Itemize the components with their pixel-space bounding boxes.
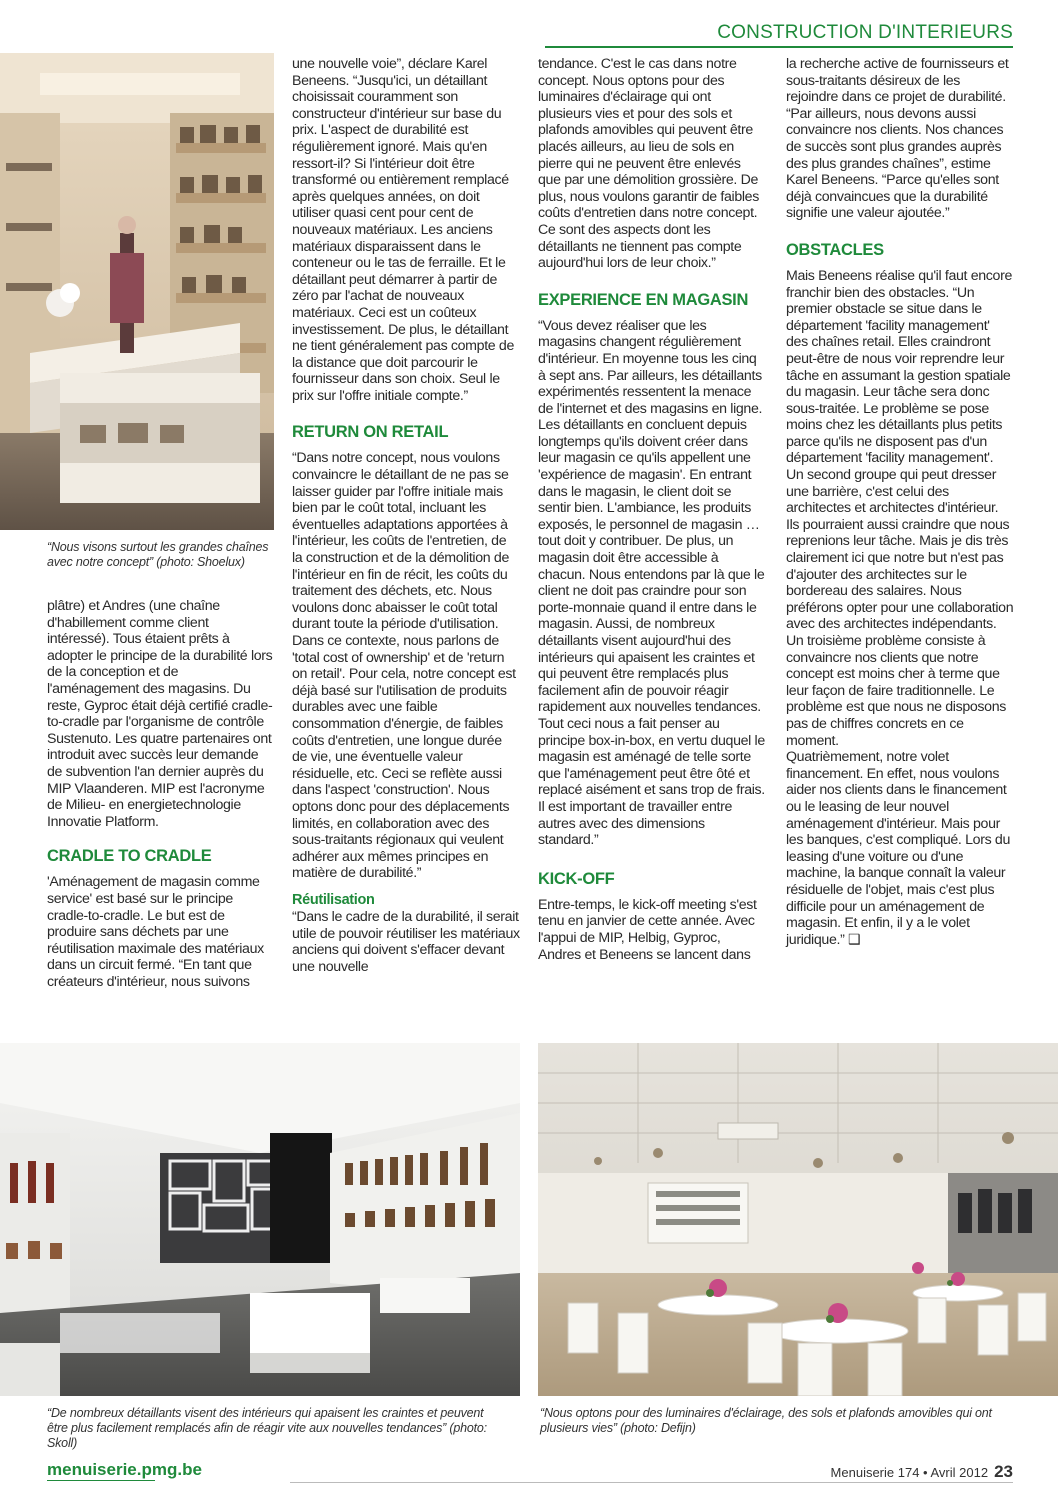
paragraph: Quatrièmement, notre volet financement. En effet, nous voulons aider nos clients dans le financement ou le leasing de leur nouvel aménagement d'intérieur. Mais pour les banques, c'est compliqué. Lors du leasing d'une voiture ou d'une machine, la banque connaît la valeur résiduelle de l'objet, mais c'est plus difficile pour un aménagement de magasin. Et enfin, il y a le volet juridique.” ❑ — [786, 749, 1010, 948]
paragraph: “Vous devez réaliser que les magasins changent régulièrement d'intérieur. En moyenne tous les cinq à sept ans. Par ailleurs, les détaillants expérimentés ressentent la menace de l'internet et des magasins en ligne. Les détaillants en concluent depuis longtemps qu'ils doivent créer dans leur magasin ce qu'ils appellent une 'expérience de magasin'. En entrant dans le magasin, le client doit se sentir bien. L'ambiance, les produits exposés, le personnel de magasin … tout doit y contribuer. De plus, un magasin doit être accessible à chacun. Nous entendons par là que le client ne doit pas craindre pour son porte-monnaie quand il entre dans le magasin. Aussi, de nombreux détaillants visent aujourd'hui des intérieurs qui apaisent les craintes et qui peuvent être remplacés plus facilement afin de pouvoir réagir rapidement aux nouvelles tendances. Tout ceci nous a fait penser au principe box-in-box, en vertu duquel le magasin est aménagé de telle sorte que l'aménagement peut être ôté et replacé aisément et sans trop de frais. Il est important de travailler entre autres avec des dimensions standard.” — [538, 317, 765, 849]
paragraph: “Dans le cadre de la durabilité, il serait utile de pouvoir réutiliser les matériaux anciens qui doivent s'effacer devant une nouvelle — [292, 908, 520, 975]
photo-shoelux — [0, 53, 274, 530]
column-2 — [292, 56, 520, 975]
heading-kick-off: KICK-OFF — [538, 869, 615, 888]
paragraph: Un troisième problème consiste à convaincre nos clients que notre concept est moins cher à terme que leur façon de faire traditionnelle. Le problème est que nous ne disposons pas de chiffres concrets en ce moment. — [786, 633, 1006, 749]
photo-skoll — [0, 1043, 520, 1396]
paragraph: une nouvelle voie”, déclare Karel Beneens. “Jusqu'ici, un détaillant choisissait couramment son constructeur d'intérieur sur base du prix. L'aspect de durabilité est régulièrement ignoré. Mais qu'en ressort-il? Si l'intérieur doit être transformé ou entièrement remplacé après quelques années, on doit utiliser quasi cent pour cent de nouveaux matériaux. Les anciens matériaux disparaissent dans le conteneur ou le tas de ferraille. Et le détaillant peut démarrer à partir de zéro par l'achat de nouveaux matériaux. Ceci est un coûteux investissement. De plus, le détaillant ne tient généralement pas compte de la distance que doit parcourir le fournisseur dans son choix. Seul le prix sur l'offre initiale compte.” — [292, 56, 514, 404]
section-label: CONSTRUCTION D'INTERIEURS — [717, 22, 1013, 43]
photo-caption-shoelux: “Nous visons surtout les grandes chaînes avec notre concept” (photo: Shoelux) — [47, 540, 269, 569]
heading-cradle-to-cradle: CRADLE TO CRADLE — [47, 847, 212, 866]
heading-obstacles: OBSTACLES — [786, 240, 884, 259]
paragraph: la recherche active de fournisseurs et sous-traitants désireux de les rejoindre dans ce projet de durabilité. “Par ailleurs, nous devons aussi convaincre nos clients. Nos chances de succès sont plus grandes auprès des plus grandes chaînes”, estime Karel Beneens. “Parce qu'elles sont déjà convaincues que la durabilité signifie une valeur ajoutée.” — [786, 56, 1009, 222]
photo-caption-skoll: “De nombreux détaillants visent des intérieurs qui apaisent les craintes et peuvent être plus facilement remplacés afin de réagir vite aux nouvelles tendances” (photo: Skoll) — [47, 1406, 487, 1450]
page-number: 23 — [994, 1462, 1013, 1481]
end-mark-icon: ❑ — [848, 931, 861, 948]
paragraph: Un second groupe qui peut dresser une barrière, c'est celui des architectes et architectes d'intérieur. Ils pourraient aussi craindre que nous reprenions leur tâche. Mais je dis très clairement ici que notre but n'est pas d'ajouter des architectes sur le bordereau des salaires. Nous préférons opter pour une collaboration avec des architectes indépendants. — [786, 467, 1014, 633]
subheading-reutilisation: Réutilisation — [292, 891, 375, 908]
column-3 — [538, 56, 766, 963]
footer-rule — [290, 1482, 1013, 1483]
section-rule — [545, 46, 1013, 48]
photo-defijn — [538, 1043, 1058, 1396]
footer-site-link[interactable]: menuiserie.pmg.be — [47, 1460, 202, 1479]
paragraph: Mais Beneens réalise qu'il faut encore franchir bien des obstacles. “Un premier obstacle se situe dans le département 'facility management' des chaînes retail. Elles craindront peut-être de nous voir reprendre leur tâche en assumant la gestion spatiale du magasin. Leur tâche sera donc sous-traitée. Le problème se pose moins chez les détaillants plus petits parce qu'ils ne disposent pas d'un département 'facility management'. — [786, 267, 1013, 467]
paragraph: 'Aménagement de magasin comme service' est basé sur le principe cradle-to-cradle. Le but est de produire sans déchets par une réutilisation maximale des matériaux dans un circuit fermé. “En tant que créateurs d'intérieur, nous suivons — [47, 874, 264, 990]
column-4 — [786, 56, 1014, 948]
footer-site-underline — [47, 1480, 155, 1481]
paragraph: “Dans notre concept, nous voulons convaincre le détaillant de ne pas se laisser guider par l'offre initiale mais bien par le coût total, incluant les éventuelles adaptations apportées à l'intérieur, les coûts de l'entretien, de la construction et de la démolition de l'intérieur en fin de récit, les coûts du traitement des déchets, etc. Nous voulons donc abaisser le coût total durant toute la période d'utilisation. Dans ce contexte, nous parlons de 'total cost of ownership' et de 'return on retail'. Pour cela, notre concept est déjà basé sur l'utilisation de produits durables avec une faible consommation d'énergie, de faibles coûts d'entretien, une longue durée de vie, une éventuelle valeur résiduelle, etc. Ceci se reflète aussi dans l'aspect 'construction'. Nous optons donc pour des déplacements limités, en collaboration avec des sous-traitants régionaux qui veulent adhérer aux mêmes principes en matière de durabilité.” — [292, 450, 516, 882]
paragraph: plâtre) et Andres (une chaîne d'habillement comme client intéressé). Tous étaient prêts à adopter le principe de la durabilité lors de la conception et de l'aménagement des magasins. Du reste, Gyproc était déjà certifié cradle-to-cradle par l'organisme de contrôle Sustenuto. Les quatre partenaires ont introduit avec succès leur demande de subvention l'an dernier auprès du MIP Vlaanderen. MIP est l'acronyme de Milieu- en energietechnologie Innovatie Platform. — [47, 598, 273, 830]
paragraph: Entre-temps, le kick-off meeting s'est tenu en janvier de cette année. Avec l'appui de MIP, Helbig, Gyproc, Andres et Beneens se lancent dans — [538, 896, 757, 963]
heading-return-on-retail: RETURN ON RETAIL — [292, 423, 449, 442]
footer-issue — [831, 1462, 1013, 1482]
column-1 — [47, 598, 273, 990]
issue-label: Menuiserie 174 • Avril 2012 — [830, 1465, 989, 1480]
heading-experience-en-magasin: EXPERIENCE EN MAGASIN — [538, 290, 749, 309]
paragraph: tendance. C'est le cas dans notre concept. Nous optons pour des luminaires d'éclairage qui ont plusieurs vies et pour des sols et plafonds amovibles qui peuvent être placés ailleurs, au lieu de sols en pierre qui ne peuvent être enlevés que par une démolition grossière. De plus, nous voulons garantir de faibles coûts d'entretien dans notre concept. Ce sont des aspects dont les détaillants ne tiennent pas compte aujourd'hui lors de leur choix.” — [538, 56, 759, 272]
photo-caption-defijn: “Nous optons pour des luminaires d'éclairage, des sols et plafonds amovibles qui ont plusieurs vies” (photo: Defijn) — [540, 1406, 992, 1435]
